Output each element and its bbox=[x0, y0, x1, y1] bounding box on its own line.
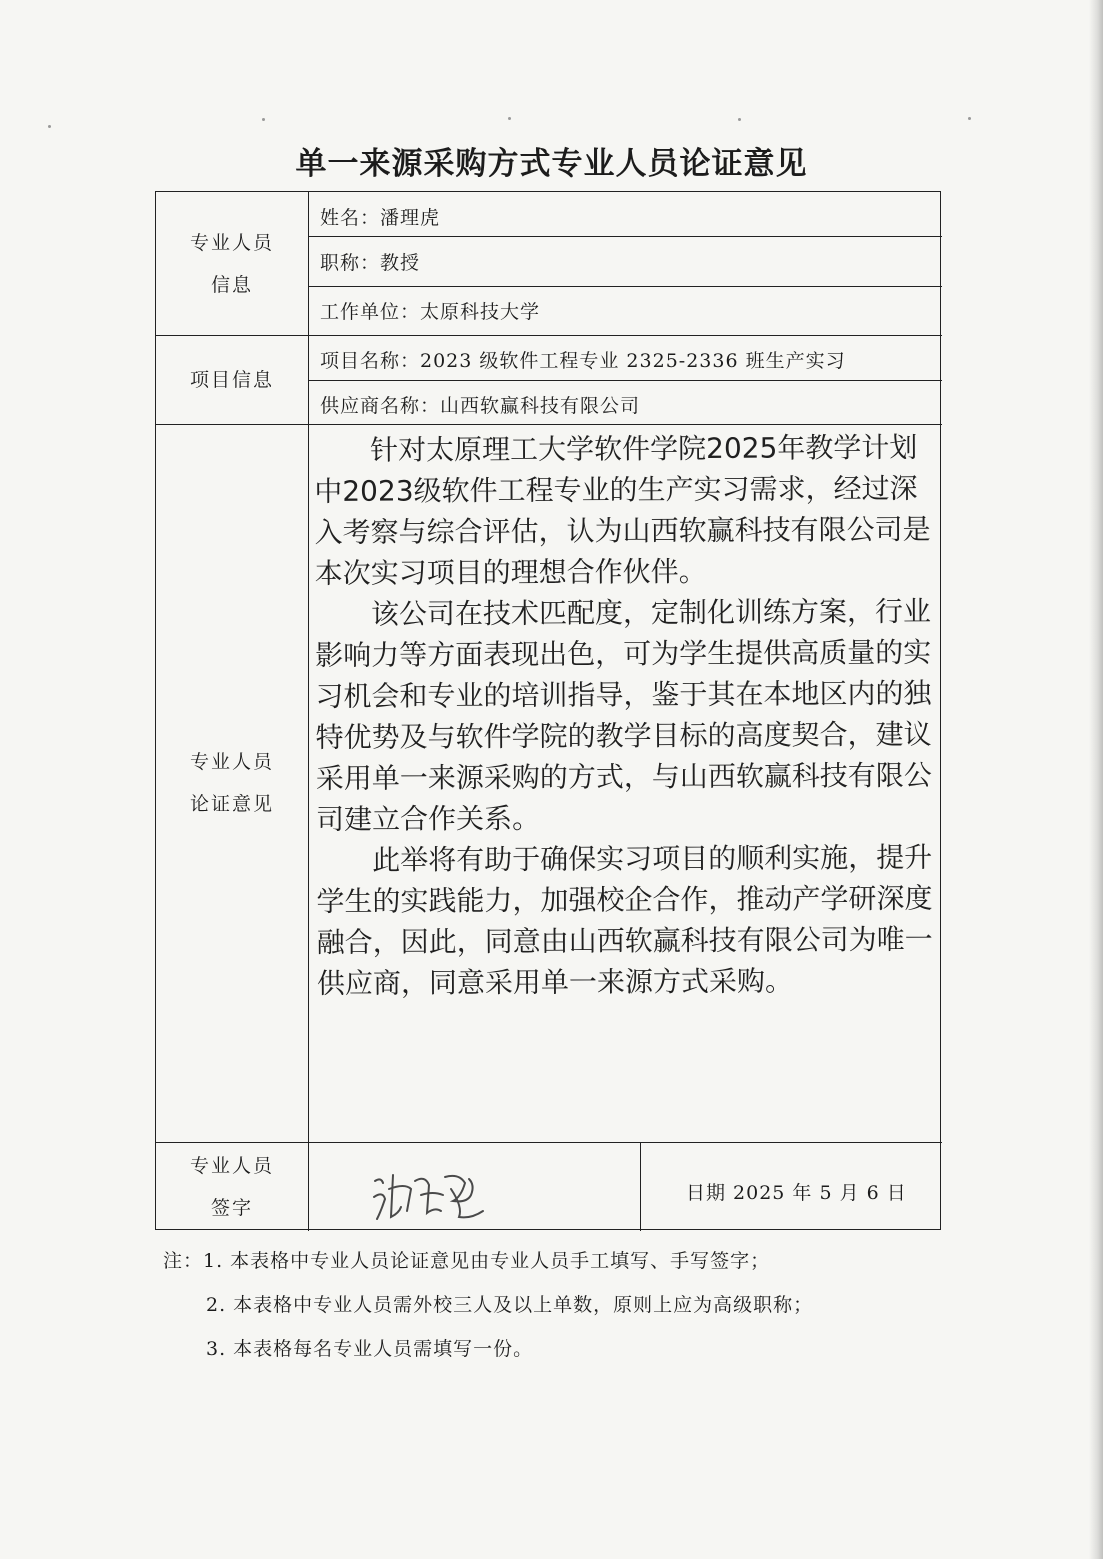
signature-label-line1: 专业人员 bbox=[189, 1154, 274, 1177]
signature-label bbox=[156, 1142, 308, 1231]
form-notes bbox=[163, 1239, 813, 1371]
signature-date: 日期 2025 年 5 月 6 日 bbox=[686, 1182, 907, 1204]
scan-speck bbox=[48, 125, 51, 128]
row-divider bbox=[308, 380, 942, 381]
opinion-form bbox=[155, 191, 941, 1230]
scan-edge-shadow bbox=[1089, 0, 1103, 1559]
project-info-label-text: 项目信息 bbox=[189, 368, 274, 391]
opinion-label-line2: 论证意见 bbox=[189, 793, 274, 815]
project-name-field: 项目名称：2023 级软件工程专业 2325-2336 班生产实习 bbox=[320, 350, 846, 372]
supplier-name-field: 供应商名称：山西软赢科技有限公司 bbox=[320, 395, 641, 417]
expert-title-field: 职称：教授 bbox=[320, 252, 421, 274]
scan-speck bbox=[738, 118, 741, 121]
expert-info-label bbox=[156, 192, 308, 335]
opinion-paragraph: 该公司在技术匹配度，定制化训练方案，行业影响力等方面表现出色，可为学生提供高质量的实习机会和专业的培训指导，鉴于其在本地区内的独特优势及与软件学院的教学目标的高度契合，建议采用单一来源采购的方式，与山西软赢科技有限公司建立合作关系。 bbox=[315, 594, 932, 836]
opinion-label bbox=[156, 424, 308, 1142]
project-info-label bbox=[156, 335, 308, 424]
scan-speck bbox=[968, 117, 971, 120]
handwritten-opinion bbox=[314, 427, 942, 1140]
handwritten-signature bbox=[371, 1167, 501, 1227]
note-item: 2. 本表格中专业人员需外校三人及以上单数，原则上应为高级职称； bbox=[206, 1294, 814, 1316]
expert-employer-field: 工作单位：太原科技大学 bbox=[320, 301, 541, 323]
opinion-paragraph: 针对太原理工大学软件学院2025年教学计划中2023级软件工程专业的生产实习需求，经过深入考察与综合评估，认为山西软赢科技有限公司是本次实习项目的理想合作伙伴。 bbox=[314, 430, 931, 590]
row-divider bbox=[308, 286, 942, 287]
expert-name-field: 姓名：潘理虎 bbox=[320, 207, 441, 229]
expert-info-label-line1: 专业人员 bbox=[189, 231, 274, 254]
scan-speck bbox=[508, 117, 511, 120]
expert-info-label-line2: 信息 bbox=[210, 273, 253, 296]
opinion-paragraph: 此举将有助于确保实习项目的顺利实施，提升学生的实践能力，加强校企合作，推动产学研深度融合，因此，同意由山西软赢科技有限公司为唯一供应商，同意采用单一来源方式采购。 bbox=[316, 840, 933, 1000]
column-divider bbox=[640, 1142, 641, 1231]
opinion-label-line1: 专业人员 bbox=[189, 751, 274, 773]
signature-label-line2: 签字 bbox=[210, 1196, 253, 1219]
column-divider bbox=[308, 192, 309, 1231]
note-item: 注：1. 本表格中专业人员论证意见由专业人员手工填写、手写签字； bbox=[163, 1250, 771, 1272]
row-divider bbox=[308, 236, 942, 237]
note-item: 3. 本表格每名专业人员需填写一份。 bbox=[206, 1338, 534, 1360]
scan-speck bbox=[262, 118, 265, 121]
document-title: 单一来源采购方式专业人员论证意见 bbox=[295, 146, 808, 182]
